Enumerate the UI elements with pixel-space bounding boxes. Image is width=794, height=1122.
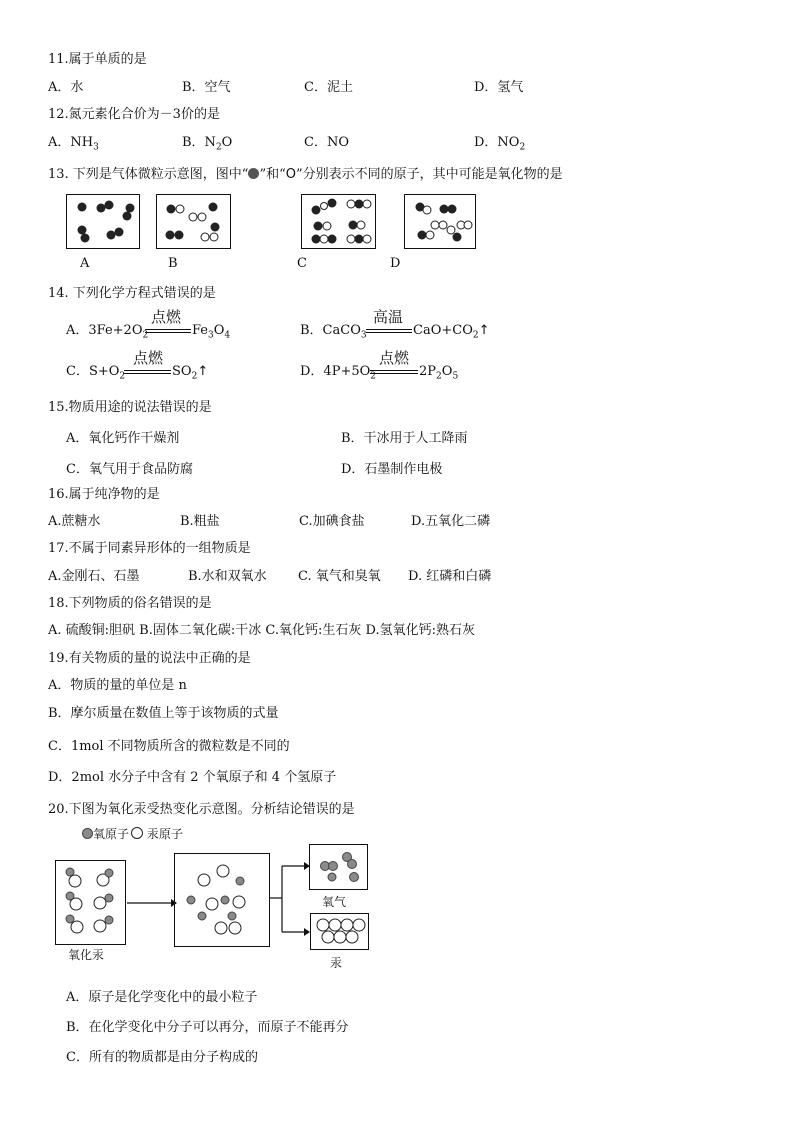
q16-option-d: D.五氧化二磷 xyxy=(411,514,491,529)
q20-box-mercury-oxide xyxy=(55,860,126,945)
q20-diagram-mercury xyxy=(311,914,368,949)
q14-eq-d-left: D．$4P+5O_2$ xyxy=(300,364,376,382)
q14-stem: 14. 下列化学方程式错误的是 xyxy=(48,286,216,301)
q13-diagram-a xyxy=(67,195,139,248)
q11-option-c: C．泥土 xyxy=(304,80,353,95)
q20-label-mercury: 汞 xyxy=(330,956,343,970)
q13-box-d xyxy=(404,194,476,249)
q12-option-a: A．$NH_3$ xyxy=(48,135,99,153)
q16-stem: 16.属于纯净物的是 xyxy=(48,487,160,502)
q19-option-d: D．2mol 水分子中含有 2 个氧原子和 4 个氢原子 xyxy=(48,770,337,785)
q13-label-a: A xyxy=(80,256,90,271)
q20-diagram-intermediate xyxy=(175,854,269,946)
q12-stem: 12.氮元素化合价为－3价的是 xyxy=(48,107,220,122)
q11-option-a: A．水 xyxy=(48,80,84,95)
q18-stem: 18.下列物质的俗名错误的是 xyxy=(48,596,212,611)
q20-diagram-oxygen xyxy=(310,845,367,889)
q16-option-c: C.加碘食盐 xyxy=(299,514,365,529)
q12-option-d: D．$NO_2$ xyxy=(474,135,526,153)
q13-box-c xyxy=(301,194,376,249)
q14-eq-a-right: $Fe_3O_4$ xyxy=(192,323,231,341)
q20-option-c: C．所有的物质都是由分子构成的 xyxy=(66,1050,258,1065)
q13-box-b xyxy=(156,194,231,249)
q17-option-d: D. 红磷和白磷 xyxy=(408,569,492,584)
q14-eq-d-condition: 点燃 xyxy=(378,349,409,367)
q14-eq-c-equals xyxy=(124,370,171,374)
q13-diagram-b xyxy=(157,195,230,248)
q18-options-line: A. 硫酸铜:胆矾 B.固体二氧化碳:干冰 C.氧化钙:生石灰 D.氢氧化钙:熟石灰 xyxy=(48,623,475,638)
q20-box-intermediate xyxy=(174,853,270,947)
q15-stem: 15.物质用途的说法错误的是 xyxy=(48,400,212,415)
dark-atom-icon xyxy=(248,168,259,179)
q15-option-c: C．氧气用于食品防腐 xyxy=(66,462,193,477)
q12-option-b: B．$N_2O$ xyxy=(182,135,233,153)
q19-stem: 19.有关物质的量的说法中正确的是 xyxy=(48,651,251,666)
q16-option-a: A.蔗糖水 xyxy=(48,514,101,529)
q19-option-c: C．1mol 不同物质所含的微粒数是不同的 xyxy=(48,739,290,754)
q12-option-c: C．NO xyxy=(304,135,349,150)
branch-arrow-icon xyxy=(270,858,310,938)
q20-option-b: B．在化学变化中分子可以再分，而原子不能再分 xyxy=(66,1020,349,1035)
q15-option-a: A．氧化钙作干燥剂 xyxy=(66,431,180,446)
q14-eq-b-right: $CaO+CO_2↑$ xyxy=(413,323,490,341)
q14-eq-c-right: $SO_2↑$ xyxy=(172,364,209,382)
q14-eq-b-equals xyxy=(366,329,412,333)
mercury-atom-icon xyxy=(131,827,143,839)
q20-box-oxygen xyxy=(309,844,368,890)
q20-box-mercury xyxy=(310,913,369,950)
q14-eq-d-equals xyxy=(370,370,418,374)
q20-option-a: A．原子是化学变化中的最小粒子 xyxy=(66,990,258,1005)
q17-stem: 17.不属于同素异形体的一组物质是 xyxy=(48,541,251,556)
q13-stem: 13. 下列是气体微粒示意图，图中“ ”和“O”分别表示不同的原子，其中可能是氧化物的是 xyxy=(48,167,563,182)
q19-option-b: B．摩尔质量在数值上等于该物质的式量 xyxy=(48,706,279,721)
q14-eq-c-condition: 点燃 xyxy=(132,349,163,367)
q14-eq-d-right: $2P_2O_5$ xyxy=(419,364,459,382)
q17-option-b: B.水和双氧水 xyxy=(188,569,267,584)
q13-label-d: D xyxy=(390,256,401,271)
q20-legend: 氧原子 汞原子 xyxy=(82,826,183,842)
q19-option-a: A．物质的量的单位是 n xyxy=(48,678,187,693)
arrow-right-icon xyxy=(127,897,177,909)
oxygen-atom-icon xyxy=(82,828,93,839)
q13-box-a xyxy=(66,194,140,249)
q20-diagram-mercury-oxide xyxy=(56,861,125,944)
q14-eq-a-equals xyxy=(145,329,191,333)
q14-eq-b-left: B．CaCO$_3$ xyxy=(300,323,367,341)
q14-eq-a-condition: 点燃 xyxy=(150,308,181,326)
q11-option-b: B．空气 xyxy=(182,80,231,95)
q17-option-c: C. 氧气和臭氧 xyxy=(298,569,381,584)
q11-option-d: D．氢气 xyxy=(474,80,524,95)
q11-stem: 11.属于单质的是 xyxy=(48,52,147,67)
q14-eq-c-left: C．$S+O_2$ xyxy=(66,364,126,382)
q16-option-b: B.粗盐 xyxy=(180,514,220,529)
q20-label-mercury-oxide: 氧化汞 xyxy=(68,948,105,962)
q13-diagram-d xyxy=(405,195,475,248)
q13-label-b: B xyxy=(168,256,178,271)
q17-option-a: A.金刚石、石墨 xyxy=(48,569,140,584)
q15-option-b: B．干冰用于人工降雨 xyxy=(341,431,468,446)
q14-eq-b-condition: 高温 xyxy=(372,308,403,326)
q13-diagram-c xyxy=(302,195,375,248)
q14-eq-a-left: A．$3Fe+2O_2$ xyxy=(66,323,149,341)
q20-label-oxygen: 氧气 xyxy=(322,895,347,909)
q15-option-d: D．石墨制作电极 xyxy=(341,462,443,477)
q20-stem: 20.下图为氧化汞受热变化示意图。分析结论错误的是 xyxy=(48,802,355,817)
q13-label-c: C xyxy=(297,256,307,271)
